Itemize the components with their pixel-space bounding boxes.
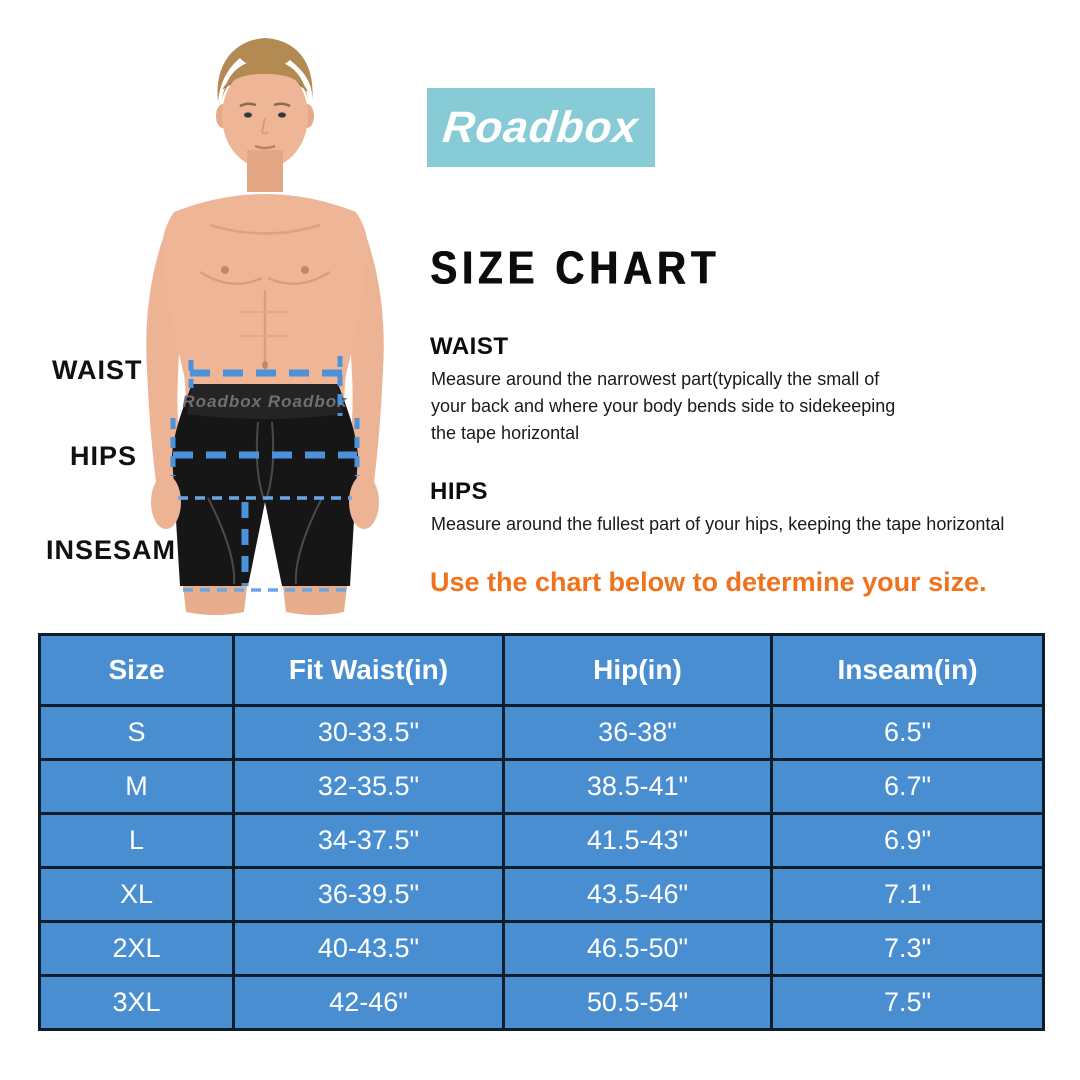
- waist-text-line-1: Measure around the narrowest part(typically the small of: [431, 369, 880, 389]
- product-photo: [50, 20, 440, 620]
- cell-hip: 36-38": [504, 706, 772, 760]
- brand-logo: [427, 88, 655, 167]
- cell-size: 3XL: [40, 976, 234, 1030]
- neck: [247, 150, 283, 192]
- navel: [262, 361, 268, 369]
- table-header-row: [40, 635, 1044, 706]
- waistband-logo-text: Roadbox Roadbox: [182, 392, 348, 411]
- cell-size: M: [40, 760, 234, 814]
- cell-waist: 42-46": [234, 976, 504, 1030]
- waist-text-line-3: the tape horizontal: [431, 423, 580, 443]
- table-row: [40, 760, 1044, 814]
- brand-logo-text: Roadbox: [440, 102, 642, 152]
- table-row: [40, 814, 1044, 868]
- waist-section-text: [431, 366, 931, 447]
- header-inseam: Inseam(in): [772, 635, 1044, 706]
- cell-size: S: [40, 706, 234, 760]
- header-size: Size: [40, 635, 234, 706]
- eye-right: [278, 112, 286, 117]
- cell-inseam: 7.5": [772, 976, 1044, 1030]
- cell-inseam: 6.7": [772, 760, 1044, 814]
- table-row: [40, 868, 1044, 922]
- table-row: [40, 706, 1044, 760]
- waist-section-heading: WAIST: [430, 333, 509, 360]
- cell-waist: 36-39.5": [234, 868, 504, 922]
- cell-size: L: [40, 814, 234, 868]
- nipple-right: [301, 266, 309, 274]
- cell-hip: 41.5-43": [504, 814, 772, 868]
- size-chart-table: [38, 633, 1045, 1031]
- cell-waist: 30-33.5": [234, 706, 504, 760]
- cell-inseam: 6.9": [772, 814, 1044, 868]
- cell-waist: 40-43.5": [234, 922, 504, 976]
- header-hip: Hip(in): [504, 635, 772, 706]
- figure-label-inseam: INSESAM: [46, 535, 177, 565]
- waist-text-line-2: your back and where your body bends side to sidekeeping: [431, 396, 896, 416]
- eye-left: [244, 112, 252, 117]
- cell-waist: 34-37.5": [234, 814, 504, 868]
- cell-hip: 43.5-46": [504, 868, 772, 922]
- figure-label-waist: WAIST: [52, 355, 143, 385]
- cell-hip: 46.5-50": [504, 922, 772, 976]
- hips-section-text: Measure around the fullest part of your hips, keeping the tape horizontal: [431, 514, 1005, 534]
- hips-section-heading: HIPS: [430, 478, 489, 505]
- header-fit-waist: Fit Waist(in): [234, 635, 504, 706]
- cell-inseam: 6.5": [772, 706, 1044, 760]
- hand-left: [151, 475, 181, 529]
- cell-size: 2XL: [40, 922, 234, 976]
- cell-waist: 32-35.5": [234, 760, 504, 814]
- size-callout-text: Use the chart below to determine your size.: [430, 567, 987, 597]
- table-row: [40, 922, 1044, 976]
- figure-label-hips: HIPS: [70, 441, 138, 471]
- cell-inseam: 7.1": [772, 868, 1044, 922]
- page-title: SIZE CHART: [430, 243, 720, 294]
- cell-hip: 50.5-54": [504, 976, 772, 1030]
- cell-size: XL: [40, 868, 234, 922]
- cell-inseam: 7.3": [772, 922, 1044, 976]
- cell-hip: 38.5-41": [504, 760, 772, 814]
- table-row: [40, 976, 1044, 1030]
- hand-right: [349, 475, 379, 529]
- nipple-left: [221, 266, 229, 274]
